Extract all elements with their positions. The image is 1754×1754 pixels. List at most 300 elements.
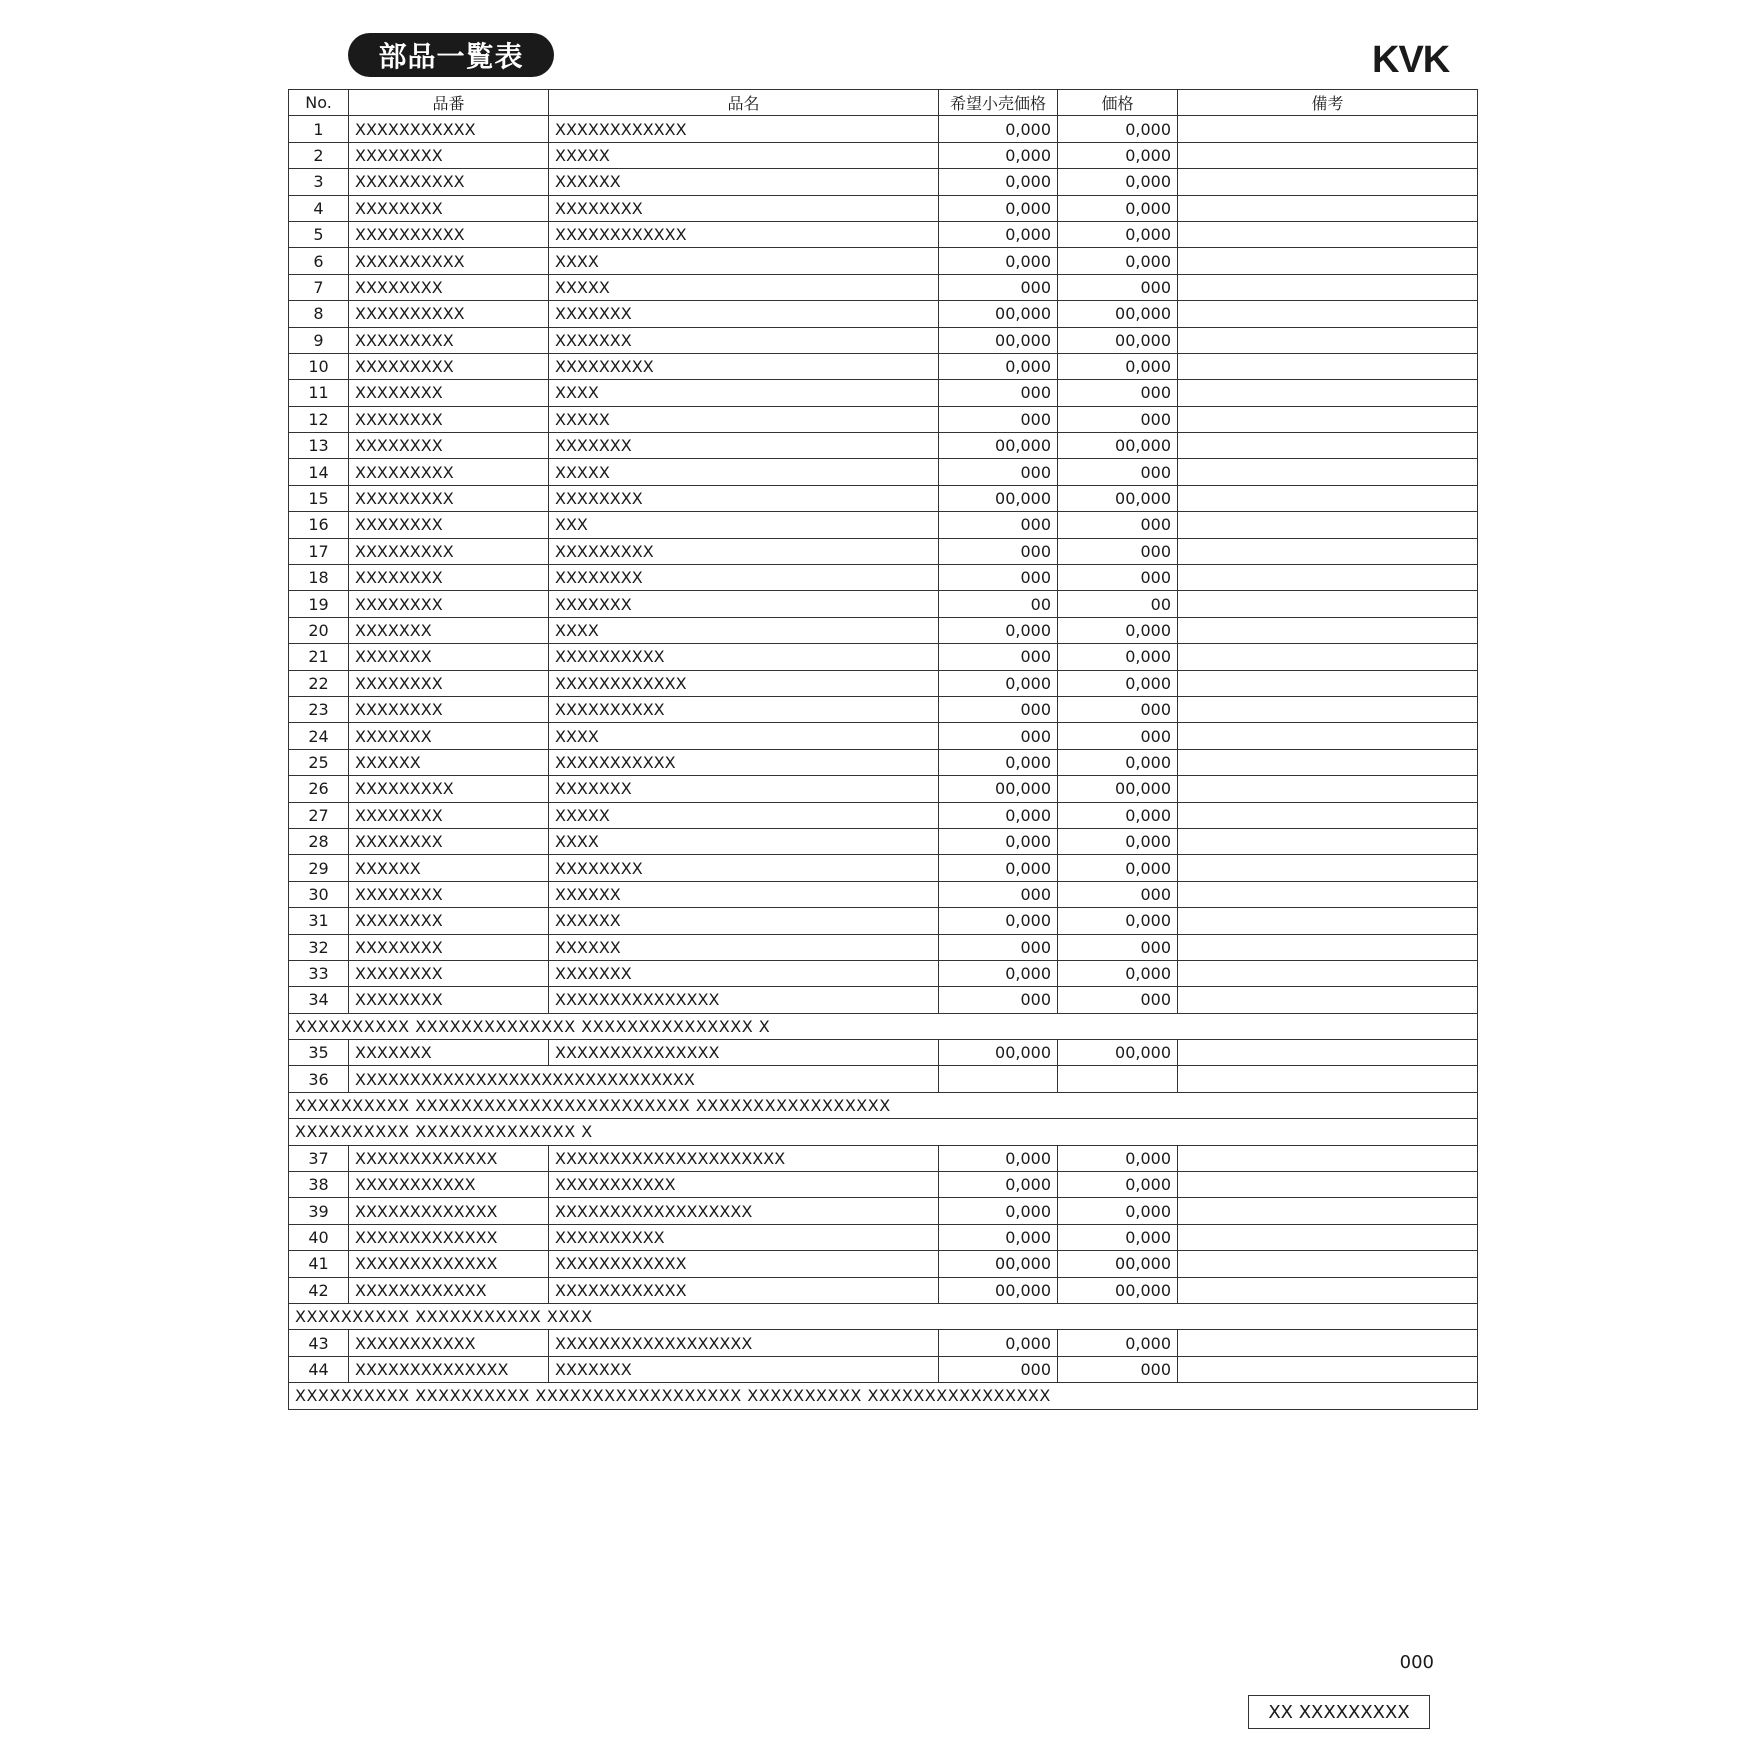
- item-name: XXXXXXXX: [549, 195, 939, 221]
- table-row: [289, 1277, 1478, 1303]
- item-code: XXXXXXXX: [349, 960, 549, 986]
- item-price: 000: [939, 881, 1058, 907]
- item-name: XXXXXXX: [549, 591, 939, 617]
- item-remarks: [1178, 644, 1478, 670]
- item-price-2: 0,000: [1058, 617, 1178, 643]
- item-price: 0,000: [939, 908, 1058, 934]
- item-code: XXXXXXX: [349, 723, 549, 749]
- item-price: 000: [939, 538, 1058, 564]
- item-remarks: [1178, 723, 1478, 749]
- note-row: [289, 1013, 1478, 1039]
- table-row: [289, 1066, 1478, 1092]
- item-price: 00,000: [939, 327, 1058, 353]
- item-name: XXXXXX: [549, 881, 939, 907]
- item-code: XXXXXXXXXXXXX: [349, 1224, 549, 1250]
- table-row: [289, 828, 1478, 854]
- item-no: 14: [289, 459, 349, 485]
- item-price-2: 0,000: [1058, 1224, 1178, 1250]
- item-code: XXXXXXXX: [349, 142, 549, 168]
- item-price: 0,000: [939, 855, 1058, 881]
- table-row: [289, 512, 1478, 538]
- table-row: [289, 1356, 1478, 1382]
- item-code: XXXXXXX: [349, 617, 549, 643]
- note-row: [289, 1119, 1478, 1145]
- item-price: 0,000: [939, 828, 1058, 854]
- item-price-2: 0,000: [1058, 855, 1178, 881]
- item-price: 00,000: [939, 1251, 1058, 1277]
- table-row: [289, 934, 1478, 960]
- note-row: [289, 1383, 1478, 1409]
- item-remarks: [1178, 934, 1478, 960]
- item-code: XXXXXXXX: [349, 908, 549, 934]
- item-price-2: 000: [1058, 987, 1178, 1013]
- item-remarks: [1178, 881, 1478, 907]
- col-header-price2: 価格: [1058, 90, 1178, 116]
- item-remarks: [1178, 406, 1478, 432]
- table-row: [289, 1145, 1478, 1171]
- table-row: [289, 433, 1478, 459]
- item-name: XXXXXXXXXXXX: [549, 221, 939, 247]
- item-name: XXXXXXXXXXX: [549, 1172, 939, 1198]
- table-row: [289, 776, 1478, 802]
- item-code: XXXXXXXX: [349, 433, 549, 459]
- item-code: XXXXXXXXX: [349, 485, 549, 511]
- item-price: 000: [939, 696, 1058, 722]
- table-row: [289, 459, 1478, 485]
- item-remarks: [1178, 565, 1478, 591]
- item-no: 40: [289, 1224, 349, 1250]
- item-price: 0,000: [939, 142, 1058, 168]
- document-code: XX XXXXXXXXX: [1248, 1695, 1430, 1729]
- item-remarks: [1178, 1330, 1478, 1356]
- item-remarks: [1178, 696, 1478, 722]
- item-price-2: 0,000: [1058, 195, 1178, 221]
- item-price: 0,000: [939, 353, 1058, 379]
- item-remarks: [1178, 1066, 1478, 1092]
- item-remarks: [1178, 802, 1478, 828]
- item-price-2: 0,000: [1058, 1145, 1178, 1171]
- item-code: XXXXXX: [349, 855, 549, 881]
- parts-list-body: [289, 116, 1478, 1409]
- item-remarks: [1178, 538, 1478, 564]
- item-price: 0,000: [939, 221, 1058, 247]
- item-no: 33: [289, 960, 349, 986]
- table-row: [289, 274, 1478, 300]
- item-price-2: 000: [1058, 934, 1178, 960]
- item-name: XXXXXXXXXXXXXXXXXXXXX: [549, 1145, 939, 1171]
- item-name: XXXXX: [549, 406, 939, 432]
- item-no: 29: [289, 855, 349, 881]
- item-name: XXXXXXXXXXXX: [549, 1251, 939, 1277]
- item-price: 000: [939, 274, 1058, 300]
- item-price: 000: [939, 565, 1058, 591]
- item-price-2: 000: [1058, 696, 1178, 722]
- item-name: XXXXXXXXXX: [549, 644, 939, 670]
- note-row: [289, 1303, 1478, 1329]
- item-code: XXXXXXXXX: [349, 538, 549, 564]
- item-name: XXXXXXX: [549, 1356, 939, 1382]
- item-price: 0,000: [939, 802, 1058, 828]
- page-number: 000: [1399, 1652, 1434, 1673]
- item-price-2: 000: [1058, 406, 1178, 432]
- item-no: 39: [289, 1198, 349, 1224]
- table-row: [289, 327, 1478, 353]
- item-name: XXXXX: [549, 142, 939, 168]
- item-no: 3: [289, 169, 349, 195]
- item-code: XXXXXXXX: [349, 696, 549, 722]
- item-name: XXXXXXXXX: [549, 353, 939, 379]
- item-name: XXXX: [549, 617, 939, 643]
- item-remarks: [1178, 301, 1478, 327]
- item-no: 23: [289, 696, 349, 722]
- item-no: 16: [289, 512, 349, 538]
- item-remarks: [1178, 908, 1478, 934]
- table-row: [289, 301, 1478, 327]
- note-text: XXXXXXXXXX XXXXXXXXXXXXXXXXXXXXXXXX XXXXXXXXXXXXXXXXX: [289, 1092, 1478, 1118]
- item-code: XXXXXXX: [349, 1040, 549, 1066]
- item-price: 00,000: [939, 1040, 1058, 1066]
- table-row: [289, 670, 1478, 696]
- item-no: 2: [289, 142, 349, 168]
- table-row: [289, 802, 1478, 828]
- table-row: [289, 987, 1478, 1013]
- item-price: 00: [939, 591, 1058, 617]
- item-remarks: [1178, 855, 1478, 881]
- item-code: XXXXXXXXXXXXXX: [349, 1356, 549, 1382]
- table-row: [289, 1330, 1478, 1356]
- item-name: XXX: [549, 512, 939, 538]
- item-code: XXXXXXXX: [349, 406, 549, 432]
- item-no: 20: [289, 617, 349, 643]
- item-no: 18: [289, 565, 349, 591]
- item-code: XXXXXXXX: [349, 934, 549, 960]
- item-price-2: 000: [1058, 512, 1178, 538]
- item-no: 30: [289, 881, 349, 907]
- item-remarks: [1178, 485, 1478, 511]
- item-remarks: [1178, 591, 1478, 617]
- item-remarks: [1178, 195, 1478, 221]
- item-no: 12: [289, 406, 349, 432]
- table-row: [289, 696, 1478, 722]
- item-name: XXXXXXXXXXXXXXXXXX: [549, 1198, 939, 1224]
- item-name: XXXXXXX: [549, 327, 939, 353]
- item-no: 11: [289, 380, 349, 406]
- item-no: 38: [289, 1172, 349, 1198]
- item-code: XXXXXXXXX: [349, 353, 549, 379]
- item-price: 0,000: [939, 1224, 1058, 1250]
- item-remarks: [1178, 1040, 1478, 1066]
- item-price: 0,000: [939, 1172, 1058, 1198]
- item-price: 00,000: [939, 1277, 1058, 1303]
- item-code: XXXXXXXXXXX: [349, 1330, 549, 1356]
- item-price-2: 0,000: [1058, 169, 1178, 195]
- item-name: XXXXXXXX: [549, 565, 939, 591]
- table-row: [289, 591, 1478, 617]
- item-name: XXXXXX: [549, 908, 939, 934]
- item-code: XXXXXXXX: [349, 987, 549, 1013]
- item-name: XXXXXXX: [549, 301, 939, 327]
- item-code: XXXXXXXXXXXXX: [349, 1251, 549, 1277]
- item-remarks: [1178, 828, 1478, 854]
- item-price-2: 000: [1058, 459, 1178, 485]
- item-price-2: 00,000: [1058, 327, 1178, 353]
- item-no: 37: [289, 1145, 349, 1171]
- item-remarks: [1178, 169, 1478, 195]
- table-row: [289, 380, 1478, 406]
- item-price: 0,000: [939, 670, 1058, 696]
- item-code: XXXXXXXX: [349, 591, 549, 617]
- table-header-row: [289, 90, 1478, 116]
- item-no: 4: [289, 195, 349, 221]
- item-name: XXXXXXXXX: [549, 538, 939, 564]
- item-price-2: 000: [1058, 274, 1178, 300]
- item-no: 10: [289, 353, 349, 379]
- col-header-code: 品番: [349, 90, 549, 116]
- item-price-2: 00,000: [1058, 301, 1178, 327]
- item-name: XXXXXX: [549, 169, 939, 195]
- note-text: XXXXXXXXXX XXXXXXXXXXXXXX XXXXXXXXXXXXXXX X: [289, 1013, 1478, 1039]
- item-code: XXXXXXXXXXX: [349, 116, 549, 142]
- page-title: 部品一覧表: [348, 33, 554, 77]
- item-remarks: [1178, 512, 1478, 538]
- item-name: XXXXXXXXXXXX: [549, 116, 939, 142]
- item-price: 00,000: [939, 776, 1058, 802]
- table-row: [289, 406, 1478, 432]
- item-price-2: 00,000: [1058, 433, 1178, 459]
- item-code: XXXXXXXX: [349, 512, 549, 538]
- item-remarks: [1178, 221, 1478, 247]
- item-no: 36: [289, 1066, 349, 1092]
- item-no: 15: [289, 485, 349, 511]
- item-name: XXXXX: [549, 802, 939, 828]
- item-name: XXXXXX: [549, 934, 939, 960]
- table-row: [289, 723, 1478, 749]
- item-price: 0,000: [939, 169, 1058, 195]
- item-code: XXXXXXXX: [349, 565, 549, 591]
- item-no: 8: [289, 301, 349, 327]
- table-row: [289, 1198, 1478, 1224]
- item-name: XXXXXXXXXXXXXXX: [549, 1040, 939, 1066]
- item-remarks: [1178, 1277, 1478, 1303]
- table-row: [289, 116, 1478, 142]
- item-price: 0,000: [939, 195, 1058, 221]
- item-no: 17: [289, 538, 349, 564]
- table-row: [289, 195, 1478, 221]
- item-remarks: [1178, 617, 1478, 643]
- item-name: XXXXXXXX: [549, 855, 939, 881]
- item-remarks: [1178, 1172, 1478, 1198]
- item-no: 13: [289, 433, 349, 459]
- item-remarks: [1178, 248, 1478, 274]
- item-no: 28: [289, 828, 349, 854]
- item-code: XXXXXXXX: [349, 195, 549, 221]
- item-remarks: [1178, 116, 1478, 142]
- item-price-2: 0,000: [1058, 1172, 1178, 1198]
- col-header-remarks: 備考: [1178, 90, 1478, 116]
- item-remarks: [1178, 142, 1478, 168]
- item-remarks: [1178, 459, 1478, 485]
- item-code: XXXXXXXXX: [349, 776, 549, 802]
- item-price-2: 0,000: [1058, 116, 1178, 142]
- item-name: XXXXXXXXXXXXXXXXXX: [549, 1330, 939, 1356]
- item-no: 5: [289, 221, 349, 247]
- item-code: XXXXXXXX: [349, 828, 549, 854]
- item-price-2: 0,000: [1058, 221, 1178, 247]
- item-price-2: 0,000: [1058, 142, 1178, 168]
- item-price-2: 00,000: [1058, 1277, 1178, 1303]
- item-no: 27: [289, 802, 349, 828]
- note-text: XXXXXXXXXX XXXXXXXXXXX XXXX: [289, 1303, 1478, 1329]
- item-price-2: 0,000: [1058, 644, 1178, 670]
- table-row: [289, 855, 1478, 881]
- item-name: XXXX: [549, 380, 939, 406]
- item-no: 21: [289, 644, 349, 670]
- item-price-2: 0,000: [1058, 353, 1178, 379]
- item-price-2: 000: [1058, 881, 1178, 907]
- item-description: XXXXXXXXXXXXXXXXXXXXXXXXXXXXXXX: [349, 1066, 939, 1092]
- item-name: XXXXXXXXXXXX: [549, 670, 939, 696]
- item-no: 35: [289, 1040, 349, 1066]
- item-no: 25: [289, 749, 349, 775]
- item-price-2: 0,000: [1058, 248, 1178, 274]
- item-remarks: [1178, 960, 1478, 986]
- table-row: [289, 221, 1478, 247]
- item-remarks: [1178, 1251, 1478, 1277]
- item-code: XXXXXXXXXX: [349, 169, 549, 195]
- item-name: XXXXX: [549, 459, 939, 485]
- item-price: 00,000: [939, 485, 1058, 511]
- item-price: 000: [939, 1356, 1058, 1382]
- item-code: XXXXXXXXXX: [349, 301, 549, 327]
- item-name: XXXXXXXXXXX: [549, 749, 939, 775]
- item-price: 000: [939, 459, 1058, 485]
- item-code: XXXXXXXX: [349, 380, 549, 406]
- table-row: [289, 485, 1478, 511]
- col-header-name: 品名: [549, 90, 939, 116]
- item-no: 32: [289, 934, 349, 960]
- item-price-2: 000: [1058, 565, 1178, 591]
- item-remarks: [1178, 380, 1478, 406]
- table-row: [289, 353, 1478, 379]
- item-no: 42: [289, 1277, 349, 1303]
- item-no: 19: [289, 591, 349, 617]
- note-text: XXXXXXXXXX XXXXXXXXXX XXXXXXXXXXXXXXXXXX XXXXXXXXXX XXXXXXXXXXXXXXXX: [289, 1383, 1478, 1409]
- table-row: [289, 169, 1478, 195]
- item-remarks: [1178, 776, 1478, 802]
- item-price: 000: [939, 512, 1058, 538]
- item-price-2: 00,000: [1058, 776, 1178, 802]
- table-row: [289, 1172, 1478, 1198]
- item-price: 0,000: [939, 617, 1058, 643]
- item-price-2: 0,000: [1058, 749, 1178, 775]
- item-price: 000: [939, 644, 1058, 670]
- item-name: XXXXXXXX: [549, 485, 939, 511]
- item-name: XXXXXXX: [549, 960, 939, 986]
- item-code: XXXXXXXXXXX: [349, 1172, 549, 1198]
- item-no: 43: [289, 1330, 349, 1356]
- item-price: 0,000: [939, 749, 1058, 775]
- kvk-logo: KVK: [1372, 39, 1450, 81]
- item-price-2: [1058, 1066, 1178, 1092]
- item-no: 9: [289, 327, 349, 353]
- item-price-2: 000: [1058, 723, 1178, 749]
- note-text: XXXXXXXXXX XXXXXXXXXXXXXX X: [289, 1119, 1478, 1145]
- item-price-2: 000: [1058, 1356, 1178, 1382]
- item-remarks: [1178, 987, 1478, 1013]
- item-code: XXXXXXXX: [349, 802, 549, 828]
- item-price-2: 00: [1058, 591, 1178, 617]
- item-code: XXXXXXXXXXXXX: [349, 1145, 549, 1171]
- item-price: 000: [939, 380, 1058, 406]
- item-price-2: 0,000: [1058, 908, 1178, 934]
- item-no: 22: [289, 670, 349, 696]
- item-price-2: 0,000: [1058, 670, 1178, 696]
- item-name: XXXX: [549, 723, 939, 749]
- table-row: [289, 1224, 1478, 1250]
- item-remarks: [1178, 1198, 1478, 1224]
- item-price: 0,000: [939, 1198, 1058, 1224]
- item-no: 31: [289, 908, 349, 934]
- item-price: 0,000: [939, 248, 1058, 274]
- col-header-price: 希望小売価格: [939, 90, 1058, 116]
- item-code: XXXXXXXXXX: [349, 221, 549, 247]
- item-name: XXXXXXXXXX: [549, 1224, 939, 1250]
- item-remarks: [1178, 1145, 1478, 1171]
- item-name: XXXXX: [549, 274, 939, 300]
- col-header-no: No.: [289, 90, 349, 116]
- item-price-2: 0,000: [1058, 828, 1178, 854]
- item-code: XXXXXXXX: [349, 881, 549, 907]
- item-price: 0,000: [939, 1145, 1058, 1171]
- item-price: 00,000: [939, 433, 1058, 459]
- item-price: 0,000: [939, 960, 1058, 986]
- item-remarks: [1178, 274, 1478, 300]
- item-price-2: 00,000: [1058, 1040, 1178, 1066]
- item-code: XXXXXXXXXXXX: [349, 1277, 549, 1303]
- table-row: [289, 881, 1478, 907]
- item-price-2: 000: [1058, 538, 1178, 564]
- table-row: [289, 617, 1478, 643]
- item-price: 0,000: [939, 1330, 1058, 1356]
- item-name: XXXXXXXXXXXXXXX: [549, 987, 939, 1013]
- item-price-2: 0,000: [1058, 1198, 1178, 1224]
- item-name: XXXX: [549, 248, 939, 274]
- item-name: XXXXXXX: [549, 433, 939, 459]
- item-no: 7: [289, 274, 349, 300]
- item-no: 41: [289, 1251, 349, 1277]
- item-name: XXXXXXX: [549, 776, 939, 802]
- item-no: 6: [289, 248, 349, 274]
- table-row: [289, 749, 1478, 775]
- table-row: [289, 565, 1478, 591]
- item-price: [939, 1066, 1058, 1092]
- table-row: [289, 644, 1478, 670]
- table-row: [289, 908, 1478, 934]
- item-code: XXXXXXXXXX: [349, 248, 549, 274]
- item-price-2: 00,000: [1058, 485, 1178, 511]
- table-row: [289, 142, 1478, 168]
- item-remarks: [1178, 670, 1478, 696]
- item-code: XXXXXX: [349, 749, 549, 775]
- table-row: [289, 960, 1478, 986]
- item-price-2: 00,000: [1058, 1251, 1178, 1277]
- item-code: XXXXXXXXX: [349, 327, 549, 353]
- item-price: 000: [939, 987, 1058, 1013]
- item-remarks: [1178, 1356, 1478, 1382]
- item-name: XXXXXXXXXXXX: [549, 1277, 939, 1303]
- item-remarks: [1178, 749, 1478, 775]
- item-price: 000: [939, 406, 1058, 432]
